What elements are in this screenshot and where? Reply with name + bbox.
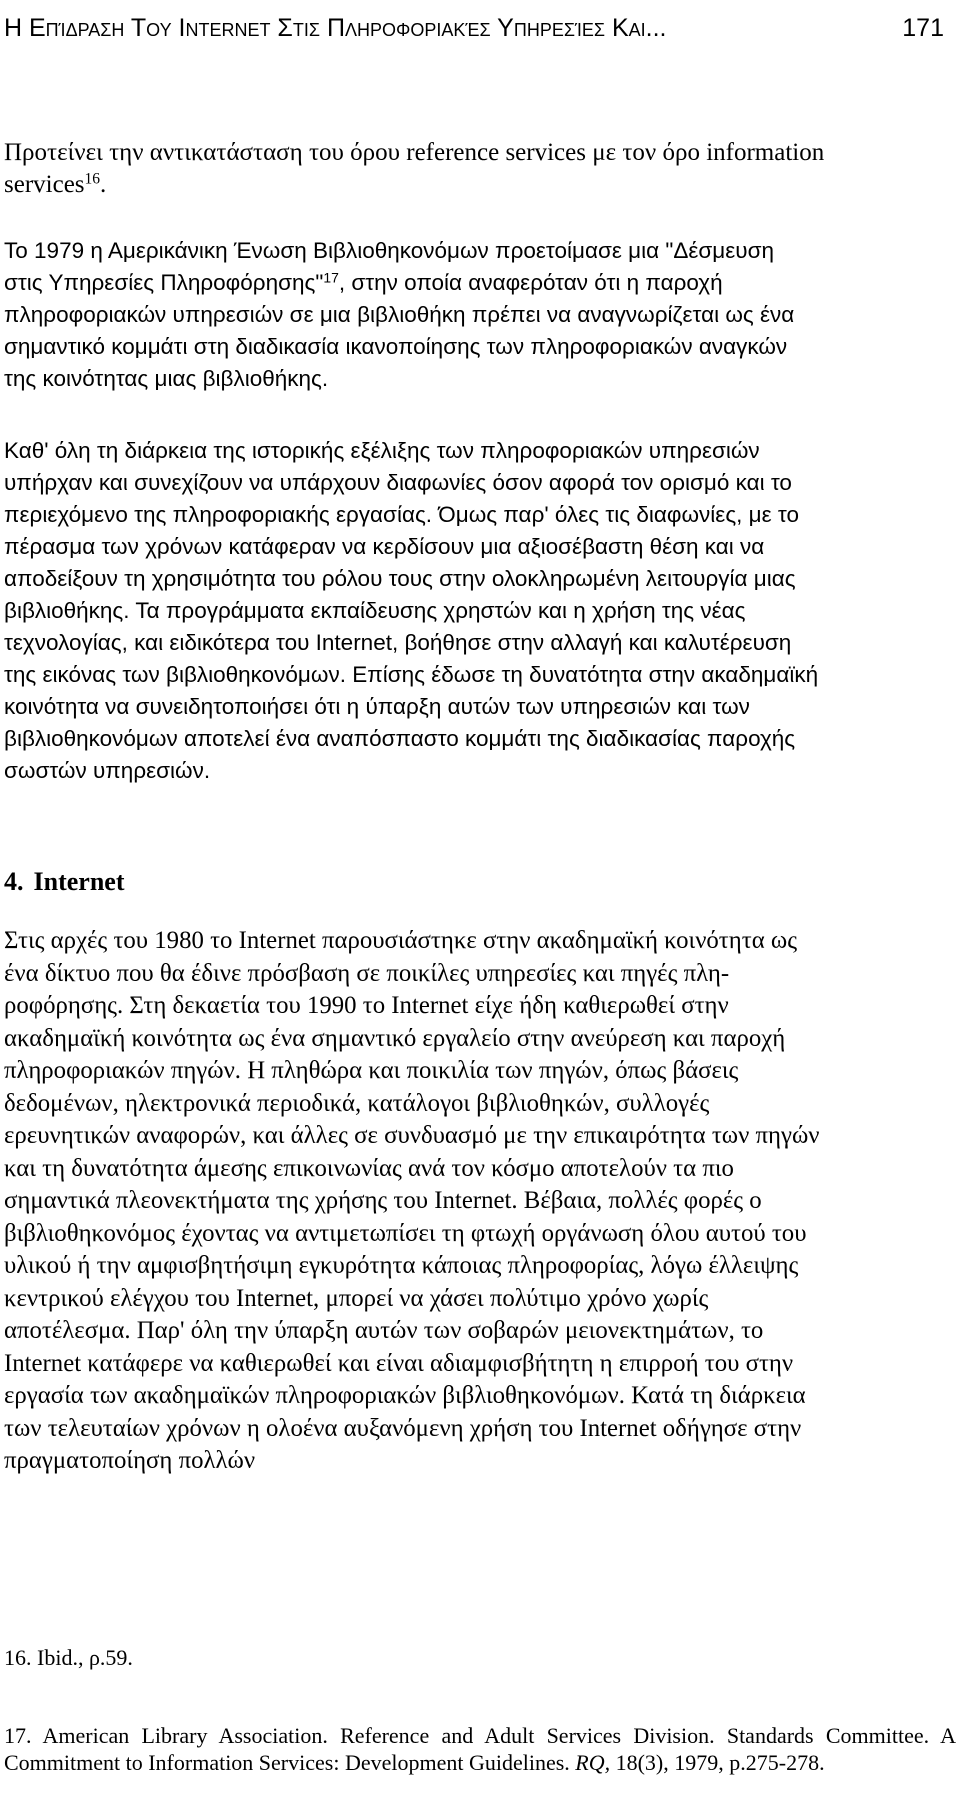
text-line: αποδείξουν τη χρησιμότητα του ρόλου τους στην ολοκληρωμένη λειτουργία μιας (4, 566, 796, 591)
text-line: πραγματοποίηση πολλών (4, 1447, 256, 1474)
text-line: αποτέλεσμα. Παρ' όλη την ύπαρξη αυτών των σοβαρών μειονεκτημάτων, το (4, 1317, 764, 1344)
text-line: σημαντικό κομμάτι στη διαδικασία ικανοποίησης των πληροφοριακών αναγκών (4, 334, 788, 359)
text-line: πληροφοριακών πηγών. Η πληθώρα και ποικιλία των πηγών, όπως βάσεις (4, 1057, 739, 1084)
footnote-17 (4, 1722, 956, 1776)
footnote-journal: RQ, (575, 1750, 611, 1775)
text-line: των τελευταίων χρόνων η ολοένα αυξανόμενη χρήση του Internet οδήγησε στην (4, 1414, 802, 1442)
text-line: Προτείνει την αντικατάσταση του όρου reference services με τον όρο information (4, 139, 825, 166)
intro-paragraph (4, 137, 934, 201)
text-line: κοινότητα να συνειδητοποιήσει ότι η ύπαρξη αυτών των υπηρεσιών και των (4, 694, 750, 719)
text-line: εργασία των ακαδημαϊκών πληροφοριακών βιβλιοθηκονόμων. Κατά τη διάρκεια (4, 1382, 806, 1409)
text-segment: στις Υπηρεσίες Πληροφόρησης" (4, 270, 324, 295)
text-line: πέρασμα των χρόνων κατάφεραν να κερδίσουν μια αξιοσέβαστη θέση και να (4, 534, 765, 559)
footnote-16: 16. Ibid., ρ.59. (4, 1645, 133, 1670)
text-line: της κοινότητας μιας βιβλιοθήκης. (4, 366, 329, 391)
text-line: βιβλιοθήκης. Τα προγράμματα εκπαίδευσης χρηστών και η χρήση της νέας (4, 598, 746, 623)
running-header-title: Η Επίδραση Του Internet Στις Πληροφοριακές Υπηρεσίες Και... (4, 14, 667, 42)
text-line: της εικόνας των βιβλιοθηκονόμων. Επίσης έδωσε τη δυνατότητα στην ακαδημαϊκή (4, 662, 819, 687)
text-line: υλικού ή την αμφισβητήσιμη εγκυρότητα κάποιας πληροφορίας, λόγω έλλειψης (4, 1252, 799, 1279)
text-line: πληροφοριακών υπηρεσιών σε μια βιβλιοθήκη πρέπει να αναγνωρίζεται ως ένα (4, 302, 795, 327)
footnote-text: 17. American Library Association. Reference and Adult Services Division. Standards Committee. A Commitment to Information Services: Development Guidelines. (4, 1723, 956, 1775)
footnote-text: 18(3), 1979, p.275-278. (610, 1750, 825, 1775)
section-heading (4, 864, 124, 900)
text-line: και τη δυνατότητα άμεσης επικοινωνίας ανά τον κόσμο αποτελούν τα πιο (4, 1154, 734, 1182)
footnote-reference: 16 (84, 170, 101, 188)
text-line: Internet κατάφερε να καθιερωθεί και είναι αδιαμφισβήτητη η επιρροή του στην (4, 1349, 794, 1377)
text-line: ένα δίκτυο που θα έδινε πρόσβαση σε ποικίλες υπηρεσίες και πηγές πλη- (4, 959, 730, 987)
text-line: περιεχόμενο της πληροφοριακής εργασίας. Όμως παρ' όλες τις διαφωνίες, με το (4, 502, 799, 527)
footnote-reference: 17 (323, 269, 339, 286)
paragraph-internet (4, 925, 954, 1478)
running-header (4, 8, 944, 48)
paragraph-1979 (4, 235, 954, 395)
section-number: 4. (4, 867, 24, 896)
text-line: τεχνολογίας, και ειδικότερα του Internet, βοήθησε στην αλλαγή και καλυτέρευση (4, 630, 792, 655)
text-line: σημαντικά πλεονεκτήματα της χρήσης του Internet. Βέβαια, πολλές φορές ο (4, 1187, 762, 1214)
page-number: 171 (902, 14, 944, 42)
text-line: ροφόρησης. Στη δεκαετία του 1990 το Internet είχε ήδη καθιερωθεί στην (4, 992, 729, 1019)
section-title: Internet (33, 867, 125, 896)
paragraph-history (4, 435, 954, 787)
text-line: βιβλιοθηκονόμος έχοντας να αντιμετωπίσει τη φτωχή οργάνωση όλου αυτού του (4, 1219, 807, 1247)
text-line: Στις αρχές του 1980 το Internet παρουσιάστηκε στην ακαδημαϊκή κοινότητα ως (4, 927, 798, 954)
text-segment: , στην οποία αναφερόταν ότι η παροχή (338, 270, 723, 295)
text-line: Καθ' όλη τη διάρκεια της ιστορικής εξέλιξης των πληροφοριακών υπηρεσιών (4, 438, 760, 463)
text-line: βιβλιοθηκονόμων αποτελεί ένα αναπόσπαστο κομμάτι της διαδικασίας παροχής (4, 726, 796, 751)
text-line: υπήρχαν και συνεχίζουν να υπάρχουν διαφωνίες όσον αφορά τον ορισμό και το (4, 470, 792, 495)
text-line: δεδομένων, ηλεκτρονικά περιοδικά, κατάλογοι βιβλιοθηκών, συλλογές (4, 1089, 710, 1117)
text-line: σωστών υπηρεσιών. (4, 758, 211, 783)
text-line: ερευνητικών αναφορών, και άλλες σε συνδυασμό με την επικαιρότητα των πηγών (4, 1122, 820, 1149)
text-line (4, 267, 954, 299)
text-line: κεντρικού ελέγχου του Internet, μπορεί να χάσει πολύτιμο χρόνο χωρίς (4, 1284, 709, 1312)
text-segment: . (100, 171, 107, 198)
text-line (4, 169, 934, 201)
text-segment: services (4, 171, 85, 198)
text-line: Το 1979 η Αμερικάνικη Ένωση Βιβλιοθηκονόμων προετοίμασε μια "Δέσμευση (4, 238, 774, 263)
text-line: ακαδημαϊκή κοινότητα ως ένα σημαντικό εργαλείο στην ανεύρεση και παροχή (4, 1024, 786, 1052)
